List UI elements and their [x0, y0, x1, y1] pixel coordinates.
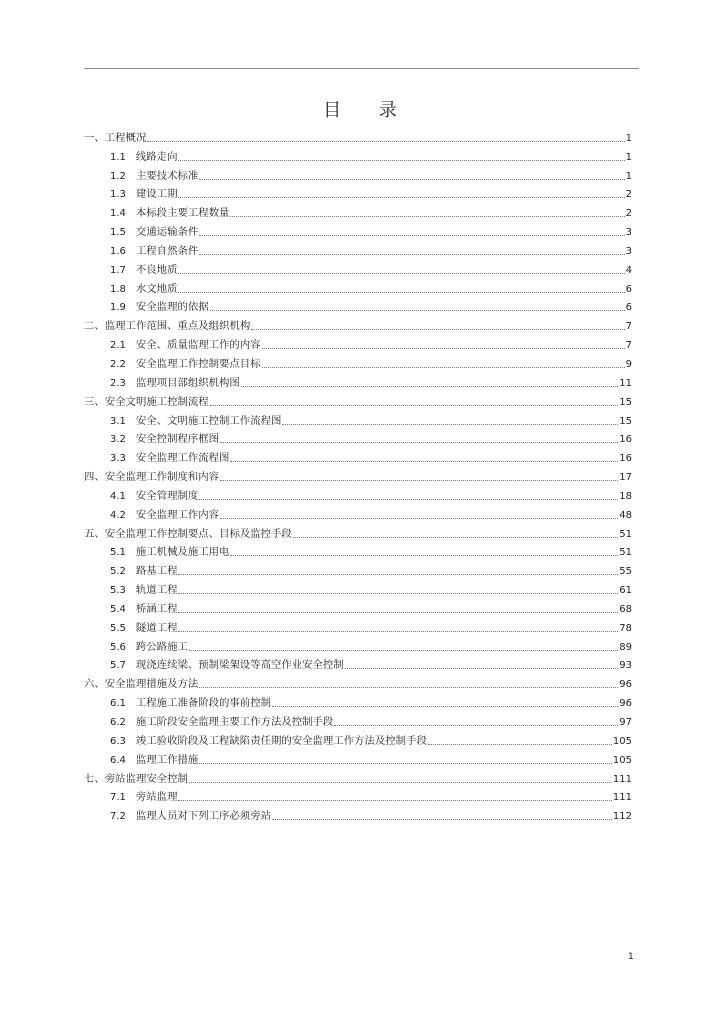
toc-entry-title: 安全控制程序框图: [135, 433, 220, 446]
dot-leader: [178, 273, 624, 274]
toc-entry[interactable]: [84, 541, 632, 560]
toc-entry[interactable]: [84, 710, 632, 729]
toc-entry[interactable]: [84, 371, 632, 390]
toc-entry-title: 水文地质: [135, 282, 178, 295]
dot-leader: [189, 650, 618, 651]
toc-entry-title: 监理人员对下列工序必须旁站: [135, 810, 271, 823]
toc-entry[interactable]: [84, 654, 632, 673]
toc-entry-title: 六、安全监理措施及方法: [84, 678, 199, 691]
toc-entry-page: 15: [619, 415, 632, 427]
toc-entry-number: 1.4: [110, 208, 126, 220]
toc-entry-title: 安全监理工作控制要点目标: [135, 357, 261, 370]
dot-leader: [199, 499, 618, 500]
toc-entry-page: 112: [612, 811, 632, 823]
toc-entry-number: 5.3: [110, 585, 126, 597]
toc-entry-page: 1: [625, 170, 632, 182]
toc-entry-page: 105: [612, 754, 632, 766]
toc-entry-title: 安全管理制度: [135, 489, 199, 502]
toc-entry-page: 7: [625, 340, 632, 352]
toc-entry-number: 2.1: [110, 340, 126, 352]
dot-leader: [210, 310, 625, 311]
table-of-contents: [84, 126, 632, 823]
toc-entry[interactable]: [84, 164, 632, 183]
dot-leader: [210, 405, 619, 406]
toc-entry-page: 18: [619, 490, 632, 502]
toc-entry-number: 2.3: [110, 377, 126, 389]
toc-entry[interactable]: [84, 239, 632, 258]
toc-entry-number: 6.3: [110, 735, 126, 747]
toc-entry-title: 路基工程: [135, 565, 178, 578]
dot-leader: [178, 800, 611, 801]
toc-entry-title: 现浇连续梁、预制梁架设等高空作业安全控制: [135, 659, 344, 672]
toc-entry-title: 轨道工程: [135, 584, 178, 597]
toc-entry[interactable]: [84, 786, 632, 805]
toc-entry-number: 1.3: [110, 189, 126, 201]
toc-entry-title: 二、监理工作范围、重点及组织机构: [84, 320, 251, 333]
toc-entry-page: 68: [619, 603, 632, 615]
toc-entry-number: 3.1: [110, 415, 126, 427]
toc-entry-title: 安全、文明施工控制工作流程图: [135, 414, 282, 427]
dot-leader: [199, 179, 624, 180]
toc-entry-page: 96: [619, 698, 632, 710]
toc-entry-page: 93: [619, 660, 632, 672]
dot-leader: [199, 763, 612, 764]
toc-entry-number: 6.4: [110, 754, 126, 766]
dot-leader: [262, 367, 625, 368]
toc-entry-page: 16: [619, 453, 632, 465]
toc-entry-number: 5.4: [110, 603, 126, 615]
toc-entry-page: 3: [625, 227, 632, 239]
toc-entry-title: 三、安全文明施工控制流程: [84, 395, 209, 408]
toc-entry-page: 51: [619, 528, 632, 540]
toc-entry-page: 105: [612, 735, 632, 747]
dot-leader: [178, 292, 624, 293]
toc-entry-number: 3.2: [110, 434, 126, 446]
toc-entry[interactable]: [84, 126, 632, 145]
toc-entry-page: 1: [625, 151, 632, 163]
toc-entry-title: 跨公路施工: [135, 640, 188, 653]
toc-entry-title: 监理项目部组织机构图: [135, 376, 240, 389]
toc-entry[interactable]: [84, 145, 632, 164]
toc-entry-title: 一、工程概况: [84, 131, 147, 144]
toc-entry-page: 15: [619, 396, 632, 408]
toc-entry-page: 2: [625, 189, 632, 201]
dot-leader: [220, 518, 618, 519]
toc-entry[interactable]: [84, 597, 632, 616]
toc-entry-page: 11: [619, 377, 632, 389]
toc-entry[interactable]: [84, 352, 632, 371]
toc-entry-title: 安全监理的依据: [135, 301, 209, 314]
toc-entry-number: 5.1: [110, 547, 126, 559]
toc-entry-number: 1.6: [110, 245, 126, 257]
toc-entry-title: 桥涵工程: [135, 602, 178, 615]
toc-entry-page: 111: [612, 773, 632, 785]
toc-entry-number: 6.1: [110, 698, 126, 710]
toc-entry-number: 5.7: [110, 660, 126, 672]
dot-leader: [199, 235, 624, 236]
toc-entry-number: 2.2: [110, 358, 126, 370]
toc-entry[interactable]: [84, 296, 632, 315]
toc-entry-page: 78: [619, 622, 632, 634]
toc-entry-title: 四、安全监理工作制度和内容: [84, 471, 220, 484]
toc-entry-number: 6.2: [110, 717, 126, 728]
dot-leader: [178, 574, 618, 575]
toc-entry-number: 1.2: [110, 170, 126, 182]
page-title: 目 录: [323, 100, 413, 121]
dot-leader: [220, 480, 618, 481]
dot-leader: [178, 160, 624, 161]
toc-entry-page: 16: [619, 434, 632, 446]
toc-entry-page: 7: [625, 321, 632, 333]
toc-entry-title: 主要技术标准: [135, 169, 199, 182]
toc-entry-page: 96: [619, 679, 632, 691]
dot-leader: [178, 197, 624, 198]
toc-entry-title: 五、安全监理工作控制要点、目标及监控手段: [84, 527, 292, 540]
toc-entry-title: 交通运输条件: [135, 226, 199, 239]
dot-leader: [230, 555, 618, 556]
toc-entry[interactable]: [84, 258, 632, 277]
dot-leader: [262, 348, 625, 349]
dot-leader: [147, 141, 624, 142]
toc-entry[interactable]: [84, 201, 632, 220]
dot-leader: [199, 687, 618, 688]
toc-entry[interactable]: [84, 729, 632, 748]
dot-leader: [428, 744, 612, 745]
toc-entry[interactable]: [84, 522, 632, 541]
toc-entry[interactable]: [84, 616, 632, 635]
toc-entry-number: 7.2: [110, 811, 126, 823]
toc-entry-number: 5.6: [110, 641, 126, 653]
toc-entry-page: 51: [619, 547, 632, 559]
dot-leader: [293, 537, 618, 538]
toc-entry-page: 4: [625, 264, 632, 276]
dot-leader: [334, 725, 618, 726]
toc-entry[interactable]: [84, 691, 632, 710]
toc-entry-number: 1.1: [110, 151, 126, 163]
toc-entry-page: 6: [625, 302, 632, 314]
toc-entry-number: 5.5: [110, 622, 126, 634]
toc-entry-number: 4.2: [110, 509, 126, 521]
toc-entry-page: 61: [619, 585, 632, 597]
dot-leader: [272, 706, 618, 707]
toc-entry-title: 线路走向: [135, 150, 178, 163]
dot-leader: [241, 386, 618, 387]
toc-entry-number: 5.2: [110, 566, 126, 578]
toc-entry[interactable]: [84, 277, 632, 296]
toc-entry-page: 2: [625, 208, 632, 220]
toc-entry[interactable]: [84, 220, 632, 239]
toc-entry-title: 七、旁站监理安全控制: [84, 772, 188, 785]
toc-entry-title: 安全监理工作内容: [135, 508, 220, 521]
toc-entry[interactable]: [84, 390, 632, 409]
toc-entry[interactable]: [84, 559, 632, 578]
dot-leader: [220, 442, 618, 443]
dot-leader: [272, 819, 612, 820]
toc-entry-title: 施工机械及施工用电: [135, 546, 230, 559]
toc-entry[interactable]: [84, 465, 632, 484]
toc-entry-page: 111: [612, 792, 632, 804]
toc-entry-title: 施工阶段安全监理主要工作方法及控制手段: [135, 716, 334, 728]
dot-leader: [189, 782, 612, 783]
header-rule: [84, 68, 639, 69]
toc-entry[interactable]: [84, 314, 632, 333]
toc-entry-number: 1.7: [110, 264, 126, 276]
toc-entry-title: 隧道工程: [135, 621, 178, 634]
toc-entry[interactable]: [84, 409, 632, 428]
toc-entry-title: 建设工期: [135, 188, 178, 201]
dot-leader: [251, 329, 624, 330]
toc-entry-title: 工程施工准备阶段的事前控制: [135, 697, 271, 710]
toc-entry-title: 竣工验收阶段及工程缺陷责任期的安全监理工作方法及控制手段: [135, 734, 427, 747]
toc-entry-page: 1: [625, 132, 632, 144]
toc-entry-title: 监理工作措施: [135, 753, 199, 766]
toc-entry-page: 6: [625, 283, 632, 295]
toc-entry-title: 旁站监理: [135, 791, 178, 804]
toc-entry[interactable]: [84, 183, 632, 202]
dot-leader: [178, 612, 618, 613]
toc-entry[interactable]: [84, 748, 632, 767]
toc-entry-title: 安全监理工作流程图: [135, 452, 230, 465]
page-number: 1: [628, 952, 634, 962]
toc-entry-page: 48: [619, 509, 632, 521]
toc-entry[interactable]: [84, 635, 632, 654]
toc-entry-page: 9: [625, 358, 632, 370]
toc-entry-title: 安全、质量监理工作的内容: [135, 339, 261, 352]
toc-entry[interactable]: [84, 503, 632, 522]
toc-entry-number: 3.3: [110, 453, 126, 465]
toc-entry[interactable]: [84, 333, 632, 352]
toc-entry[interactable]: [84, 484, 632, 503]
toc-entry-number: 1.5: [110, 227, 126, 239]
toc-entry[interactable]: [84, 672, 632, 691]
toc-entry[interactable]: [84, 767, 632, 786]
toc-entry-number: 4.1: [110, 490, 126, 502]
dot-leader: [230, 216, 624, 217]
toc-entry-page: 17: [619, 472, 632, 484]
dot-leader: [345, 668, 619, 669]
toc-entry-page: 97: [619, 717, 632, 728]
toc-entry-title: 工程自然条件: [135, 244, 199, 257]
toc-entry-title: 本标段主要工程数量: [135, 207, 230, 220]
toc-entry-page: 3: [625, 245, 632, 257]
toc-entry[interactable]: [84, 446, 632, 465]
toc-entry-number: 1.9: [110, 302, 126, 314]
toc-entry[interactable]: [84, 578, 632, 597]
dot-leader: [178, 631, 618, 632]
toc-entry-page: 55: [619, 566, 632, 578]
dot-leader: [199, 254, 624, 255]
dot-leader: [230, 461, 618, 462]
toc-entry-number: 7.1: [110, 792, 126, 804]
dot-leader: [282, 424, 618, 425]
dot-leader: [178, 593, 618, 594]
toc-entry[interactable]: [84, 428, 632, 447]
toc-entry[interactable]: [84, 804, 632, 823]
toc-entry-title: 不良地质: [135, 263, 178, 276]
toc-entry-page: 89: [619, 641, 632, 653]
toc-entry-number: 1.8: [110, 283, 126, 295]
